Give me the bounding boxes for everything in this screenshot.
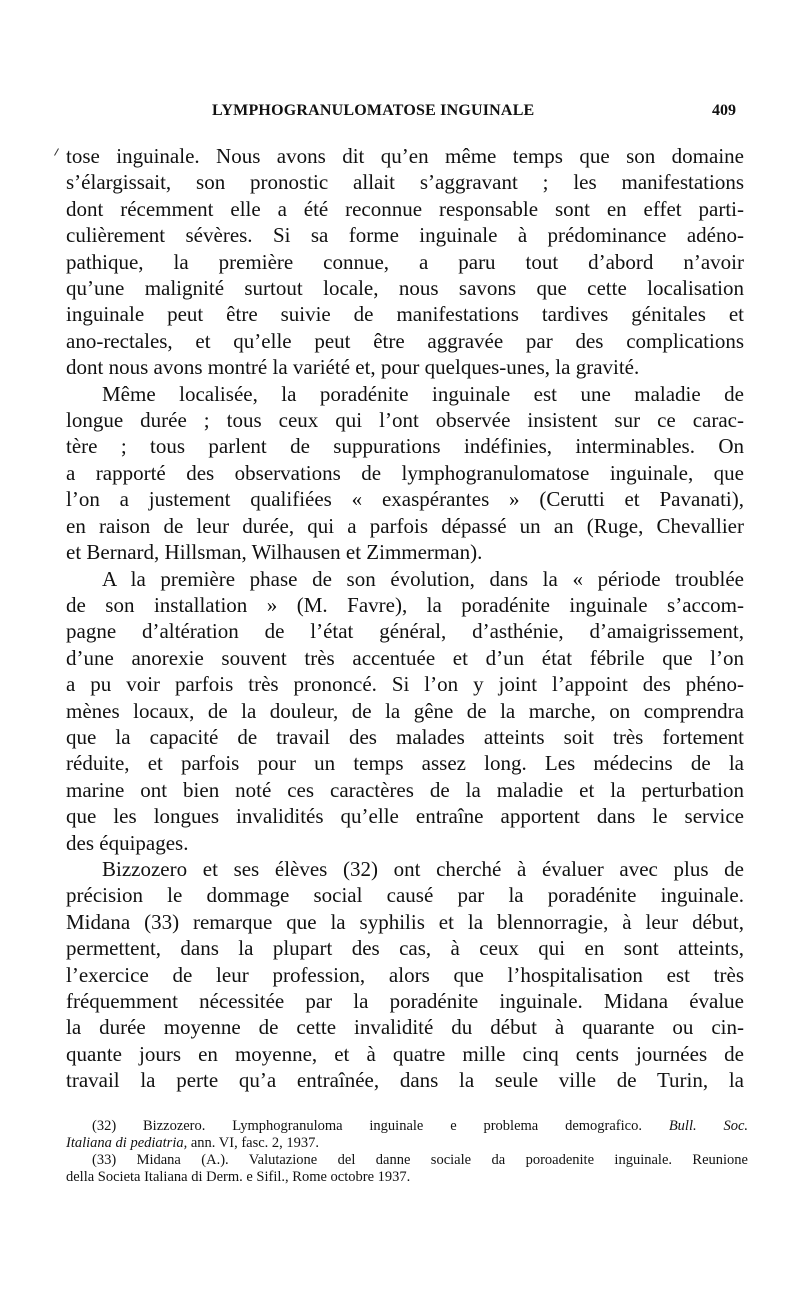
running-title: LYMPHOGRANULOMATOSE INGUINALE bbox=[212, 102, 535, 119]
text-line: Midana (33) remarque que la syphilis et la blennorragie, à leur début, bbox=[66, 909, 744, 934]
text-line: A la première phase de son évolution, dans la « période troublée bbox=[102, 566, 744, 591]
footnote-33: (33) Midana (A.). Valutazione del danne sociale da poroadenite inguinale. Reunione bbox=[92, 1152, 748, 1168]
text-line: Même localisée, la poradénite inguinale est une maladie de bbox=[102, 381, 744, 406]
page-number: 409 bbox=[712, 102, 736, 119]
footnote-32-cont bbox=[66, 1135, 748, 1152]
text-line: fréquemment nécessitée par la poradénite inguinale. Midana évalue bbox=[66, 989, 744, 1013]
text-line: inguinale peut être suivie de manifestations tardives génitales et bbox=[66, 302, 744, 327]
margin-mark bbox=[54, 148, 59, 155]
text-line: la durée moyenne de cette invalidité du début à quarante ou cin- bbox=[66, 1015, 744, 1040]
text-line: dont récemment elle a été reconnue responsable sont en effet parti- bbox=[66, 196, 744, 221]
text-line: pathique, la première connue, a paru tout d’abord n’avoir bbox=[66, 249, 744, 274]
footnote-32-journal: Bull. Soc. bbox=[668, 1118, 748, 1134]
text-line: en raison de leur durée, qui a parfois dépassé un an (Ruge, Chevallier bbox=[66, 513, 744, 538]
text-line: que les longues invalidités qu’elle entraîne apportent dans le service bbox=[66, 804, 744, 829]
text-line: qu’une malignité surtout locale, nous savons que cette localisation bbox=[66, 276, 744, 301]
footnote-32-details: ann. VI, fasc. 2, 1937. bbox=[190, 1135, 320, 1151]
text-line: de son installation » (M. Favre), la poradénite inguinale s’accom- bbox=[66, 592, 744, 617]
text-line: précision le dommage social causé par la poradénite inguinale. bbox=[66, 883, 744, 908]
text-line: des équipages. bbox=[66, 830, 189, 855]
text-line: Bizzozero et ses élèves (32) ont cherché à évaluer avec plus de bbox=[102, 856, 744, 881]
text-line: l’on a justement qualifiées « exaspérantes » (Cerutti et Pavanati), bbox=[66, 487, 744, 512]
text-line: a rapporté des observations de lymphogranulomatose inguinale, que bbox=[66, 460, 744, 485]
text-line: pagne d’altération de l’état général, d’asthénie, d’amaigrissement, bbox=[66, 619, 744, 644]
text-line: dont nous avons montré la variété et, pour quelques-unes, la gravité. bbox=[66, 355, 640, 380]
text-line: tère ; tous parlent de suppurations indéfinies, interminables. On bbox=[66, 434, 744, 459]
text-line: ano-rectales, et qu’elle peut être aggravée par des complications bbox=[66, 328, 744, 353]
footnote-32-journal-cont: Italiana di pediatria, bbox=[66, 1135, 188, 1151]
text-line: mènes locaux, de la douleur, de la gêne de la marche, on comprendra bbox=[66, 698, 744, 723]
text-line: permettent, dans la plupart des cas, à ceux qui en sont atteints, bbox=[66, 936, 744, 961]
footnote-32 bbox=[66, 1118, 748, 1135]
footnote-32-text: (32) Bizzozero. Lymphogranuloma inguinale e problema demografico. bbox=[92, 1118, 642, 1134]
text-line: d’une anorexie souvent très accentuée et d’un état fébrile que l’on bbox=[66, 645, 744, 670]
footnotes bbox=[66, 1118, 748, 1186]
text-line: longue durée ; tous ceux qui l’ont observée insistent sur ce carac- bbox=[66, 408, 744, 433]
text-line: culièrement sévères. Si sa forme inguinale à prédominance adéno- bbox=[66, 223, 744, 248]
text-line: réduite, et parfois pour un temps assez long. Les médecins de la bbox=[66, 751, 744, 776]
text-line: a pu voir parfois très prononcé. Si l’on y joint l’appoint des phéno- bbox=[66, 672, 744, 697]
text-line: travail la perte qu’a entraînée, dans la seule ville de Turin, la bbox=[66, 1068, 744, 1093]
text-line: et Bernard, Hillsman, Wilhausen et Zimmerman). bbox=[66, 540, 483, 565]
text-line: s’élargissait, son pronostic allait s’aggravant ; les manifestations bbox=[66, 170, 744, 195]
text-line: quante jours en moyenne, et à quatre mille cinq cents journées de bbox=[66, 1041, 744, 1066]
footnote-33-cont: della Societa Italiana di Derm. e Sifil., Rome octobre 1937. bbox=[66, 1169, 411, 1185]
text-line: l’exercice de leur profession, alors que l’hospitalisation est très bbox=[66, 962, 744, 987]
text-line: que la capacité de travail des malades atteints soit très fortement bbox=[66, 724, 744, 749]
text-line: tose inguinale. Nous avons dit qu’en même temps que son domaine bbox=[66, 144, 744, 168]
text-line: marine ont bien noté ces caractères de la maladie et la perturbation bbox=[66, 777, 744, 802]
body-text bbox=[66, 143, 744, 1094]
